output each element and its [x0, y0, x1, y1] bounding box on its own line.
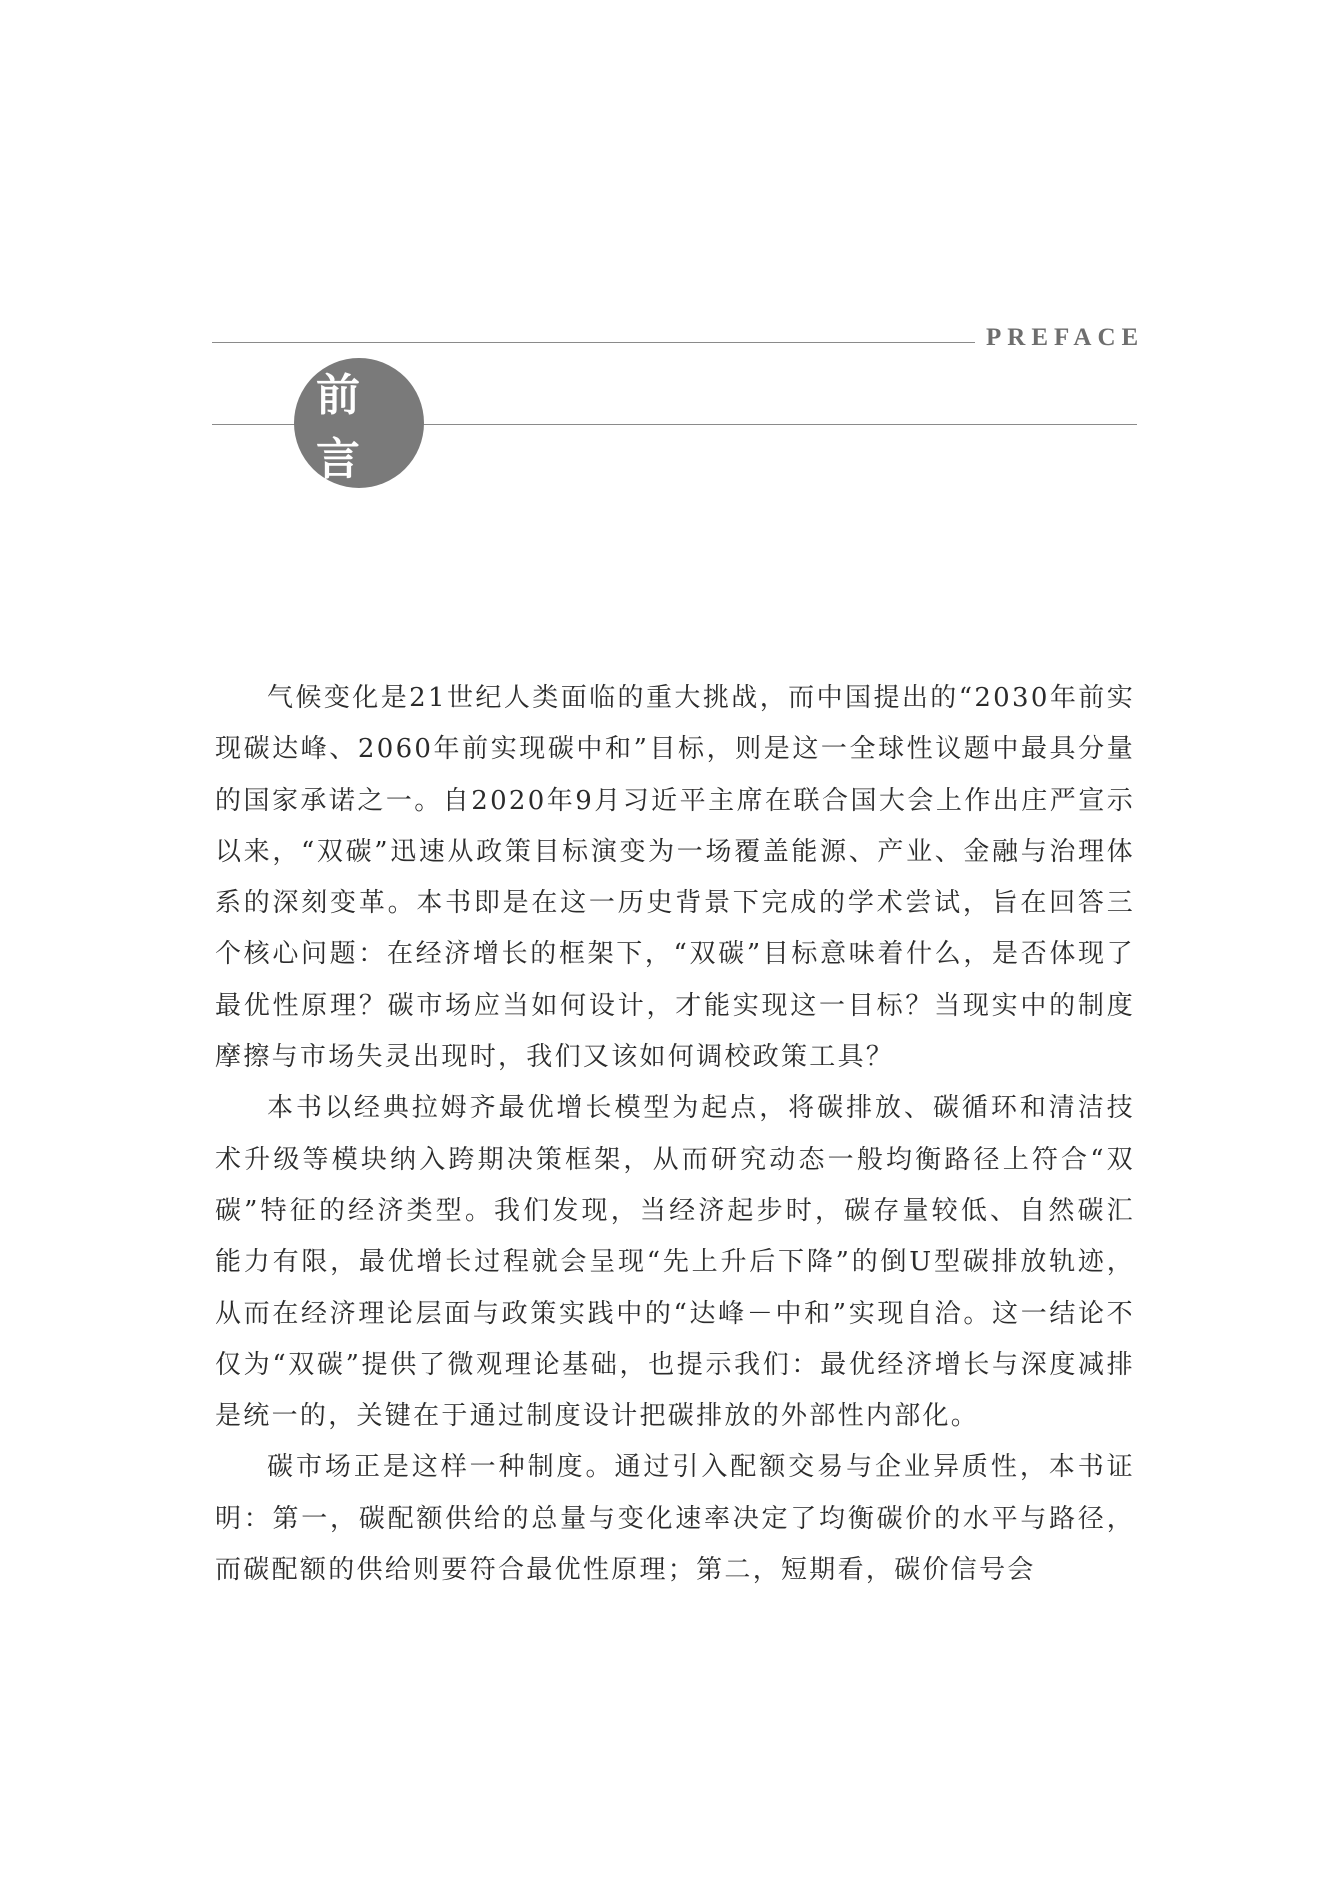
body-text: [215, 673, 1135, 1596]
paragraph-3: 碳市场正是这样一种制度。通过引入配额交易与企业异质性，本书证明：第一，碳配额供给的总量与变化速率决定了均衡碳价的水平与路径，而碳配额的供给则要符合最优性原理；第二，短期看，碳价信号会: [215, 1452, 1135, 1586]
paragraph-2: 本书以经典拉姆齐最优增长模型为起点，将碳排放、碳循环和清洁技术升级等模块纳入跨期决策框架，从而研究动态一般均衡路径上符合“双碳”特征的经济类型。我们发现，当经济起步时，碳存量较低、自然碳汇能力有限，最优增长过程就会呈现“先上升后下降”的倒U型碳排放轨迹，从而在经济理论层面与政策实践中的“达峰－中和”实现自洽。这一结论不仅为“双碳”提供了微观理论基础，也提示我们：最优经济增长与深度减排是统一的，关键在于通过制度设计把碳排放的外部性内部化。: [215, 1093, 1135, 1432]
paragraph-1: 气候变化是21世纪人类面临的重大挑战，而中国提出的“2030年前实现碳达峰、2060年前实现碳中和”目标，则是这一全球性议题中最具分量的国家承诺之一。自2020年9月习近平主席在联合国大会上作出庄严宣示以来，“双碳”迅速从政策目标演变为一场覆盖能源、产业、金融与治理体系的深刻变革。本书即是在这一历史背景下完成的学术尝试，旨在回答三个核心问题：在经济增长的框架下，“双碳”目标意味着什么，是否体现了最优性原理？碳市场应当如何设计，才能实现这一目标？当现实中的制度摩擦与市场失灵出现时，我们又该如何调校政策工具？: [215, 683, 1135, 1073]
preface-label: PREFACE: [986, 324, 1145, 351]
page-title: 前 言: [316, 370, 382, 485]
title-badge: [294, 358, 424, 488]
header-rule-top: [212, 342, 975, 343]
